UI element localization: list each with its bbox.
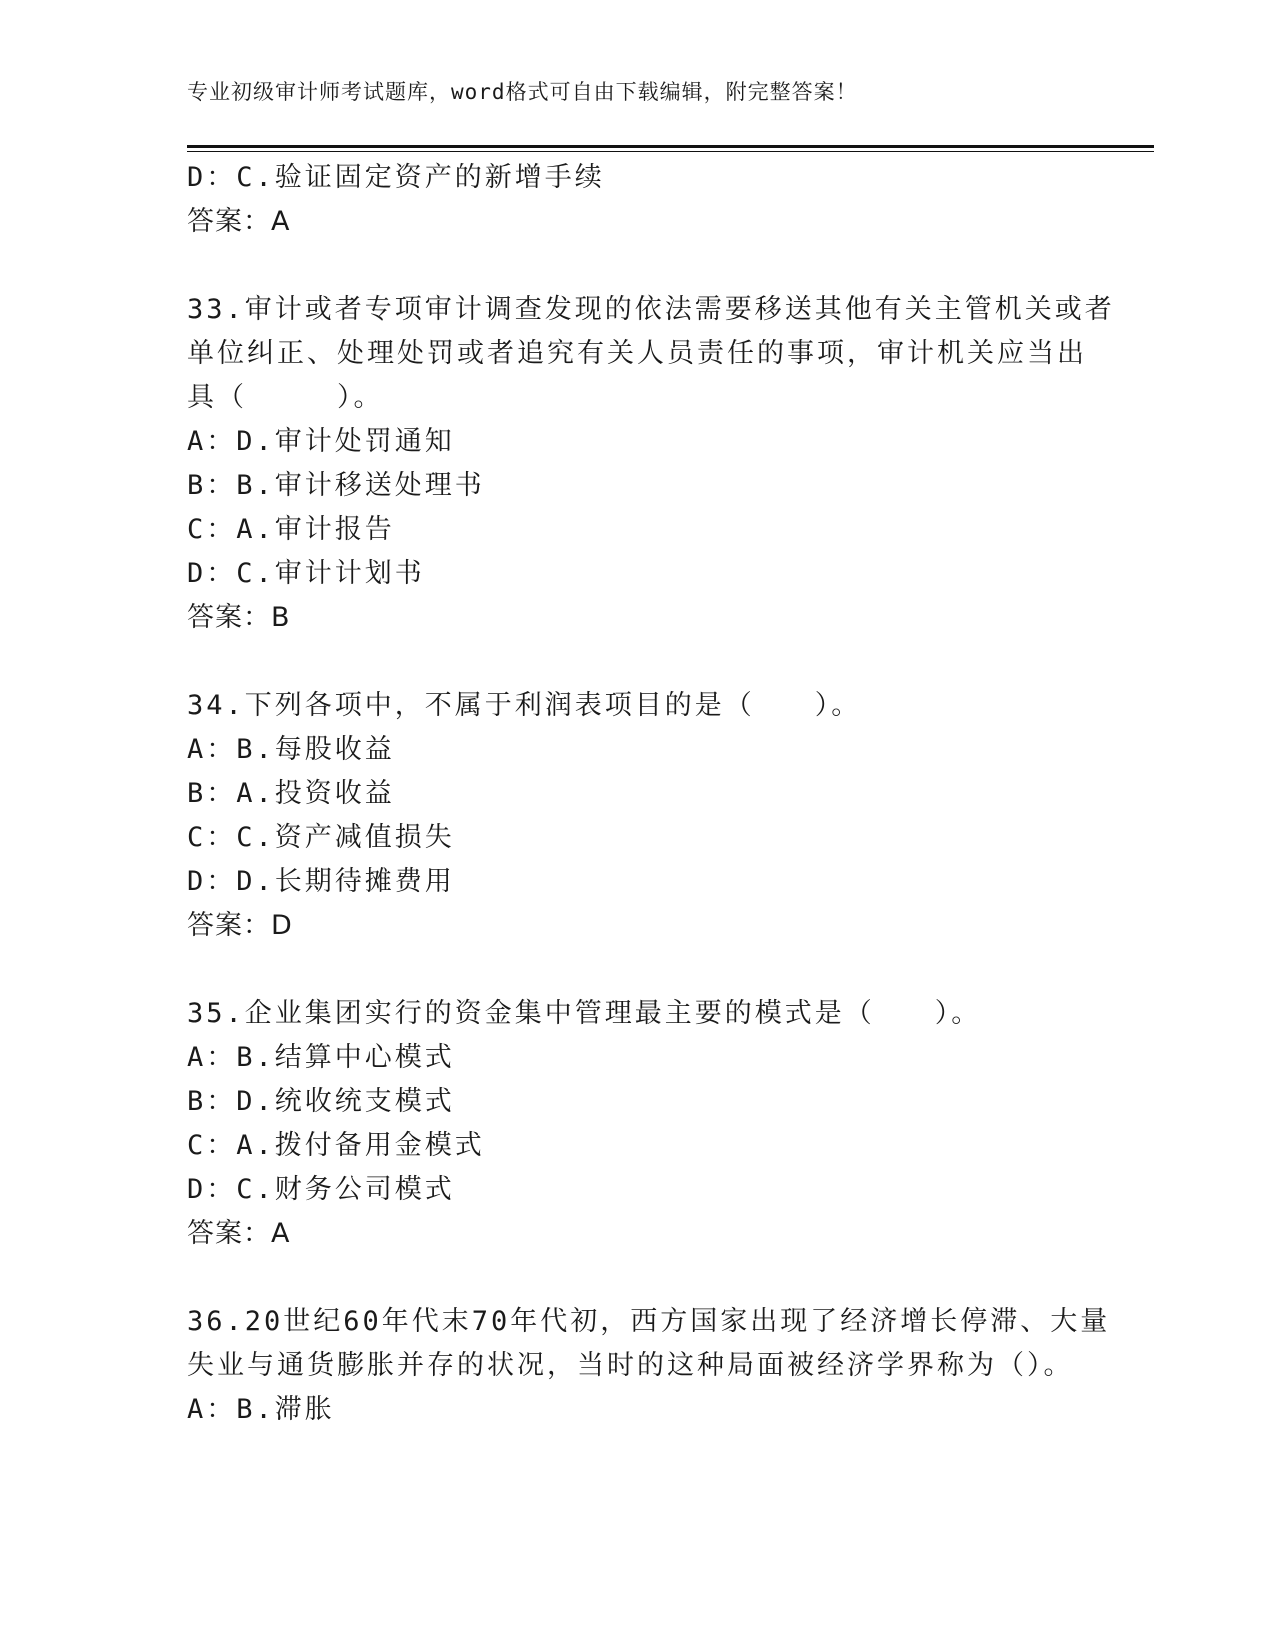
header-rule-thin — [187, 151, 1154, 152]
option-line: B：A.投资收益 — [187, 778, 395, 809]
question-text: 33.审计或者专项审计调查发现的依法需要移送其他有关主管机关或者 — [187, 294, 1115, 325]
question-text: 34.下列各项中，不属于利润表项目的是（ ）。 — [187, 690, 862, 721]
answer-line: 答案：D — [187, 910, 293, 941]
page-header: 专业初级审计师考试题库，word格式可自由下载编辑，附完整答案！ — [187, 80, 858, 104]
header-rule-thick — [187, 145, 1154, 148]
option-line: D：C.审计计划书 — [187, 558, 425, 589]
option-line: A：B.滞胀 — [187, 1394, 335, 1425]
question-text: 35.企业集团实行的资金集中管理最主要的模式是（ ）。 — [187, 998, 982, 1029]
option-line: A：B.结算中心模式 — [187, 1042, 455, 1073]
option-line: D：D.长期待摊费用 — [187, 866, 455, 897]
answer-line: 答案：A — [187, 206, 291, 237]
option-line: D：C.验证固定资产的新增手续 — [187, 162, 605, 193]
option-line: A：D.审计处罚通知 — [187, 426, 455, 457]
option-line: B：B.审计移送处理书 — [187, 470, 485, 501]
option-line: C：A.拨付备用金模式 — [187, 1130, 485, 1161]
question-text: 单位纠正、处理处罚或者追究有关人员责任的事项，审计机关应当出 — [187, 338, 1087, 369]
question-text: 36.20世纪60年代末70年代初，西方国家出现了经济增长停滞、大量 — [187, 1306, 1111, 1337]
option-line: A：B.每股收益 — [187, 734, 395, 765]
question-text: 失业与通货膨胀并存的状况，当时的这种局面被经济学界称为（）。 — [187, 1350, 1074, 1381]
option-line: D：C.财务公司模式 — [187, 1174, 455, 1205]
option-line: C：A.审计报告 — [187, 514, 395, 545]
option-line: C：C.资产减值损失 — [187, 822, 455, 853]
answer-line: 答案：A — [187, 1218, 291, 1249]
option-line: B：D.统收统支模式 — [187, 1086, 455, 1117]
question-text: 具（ ）。 — [187, 382, 384, 413]
answer-line: 答案：B — [187, 602, 291, 633]
